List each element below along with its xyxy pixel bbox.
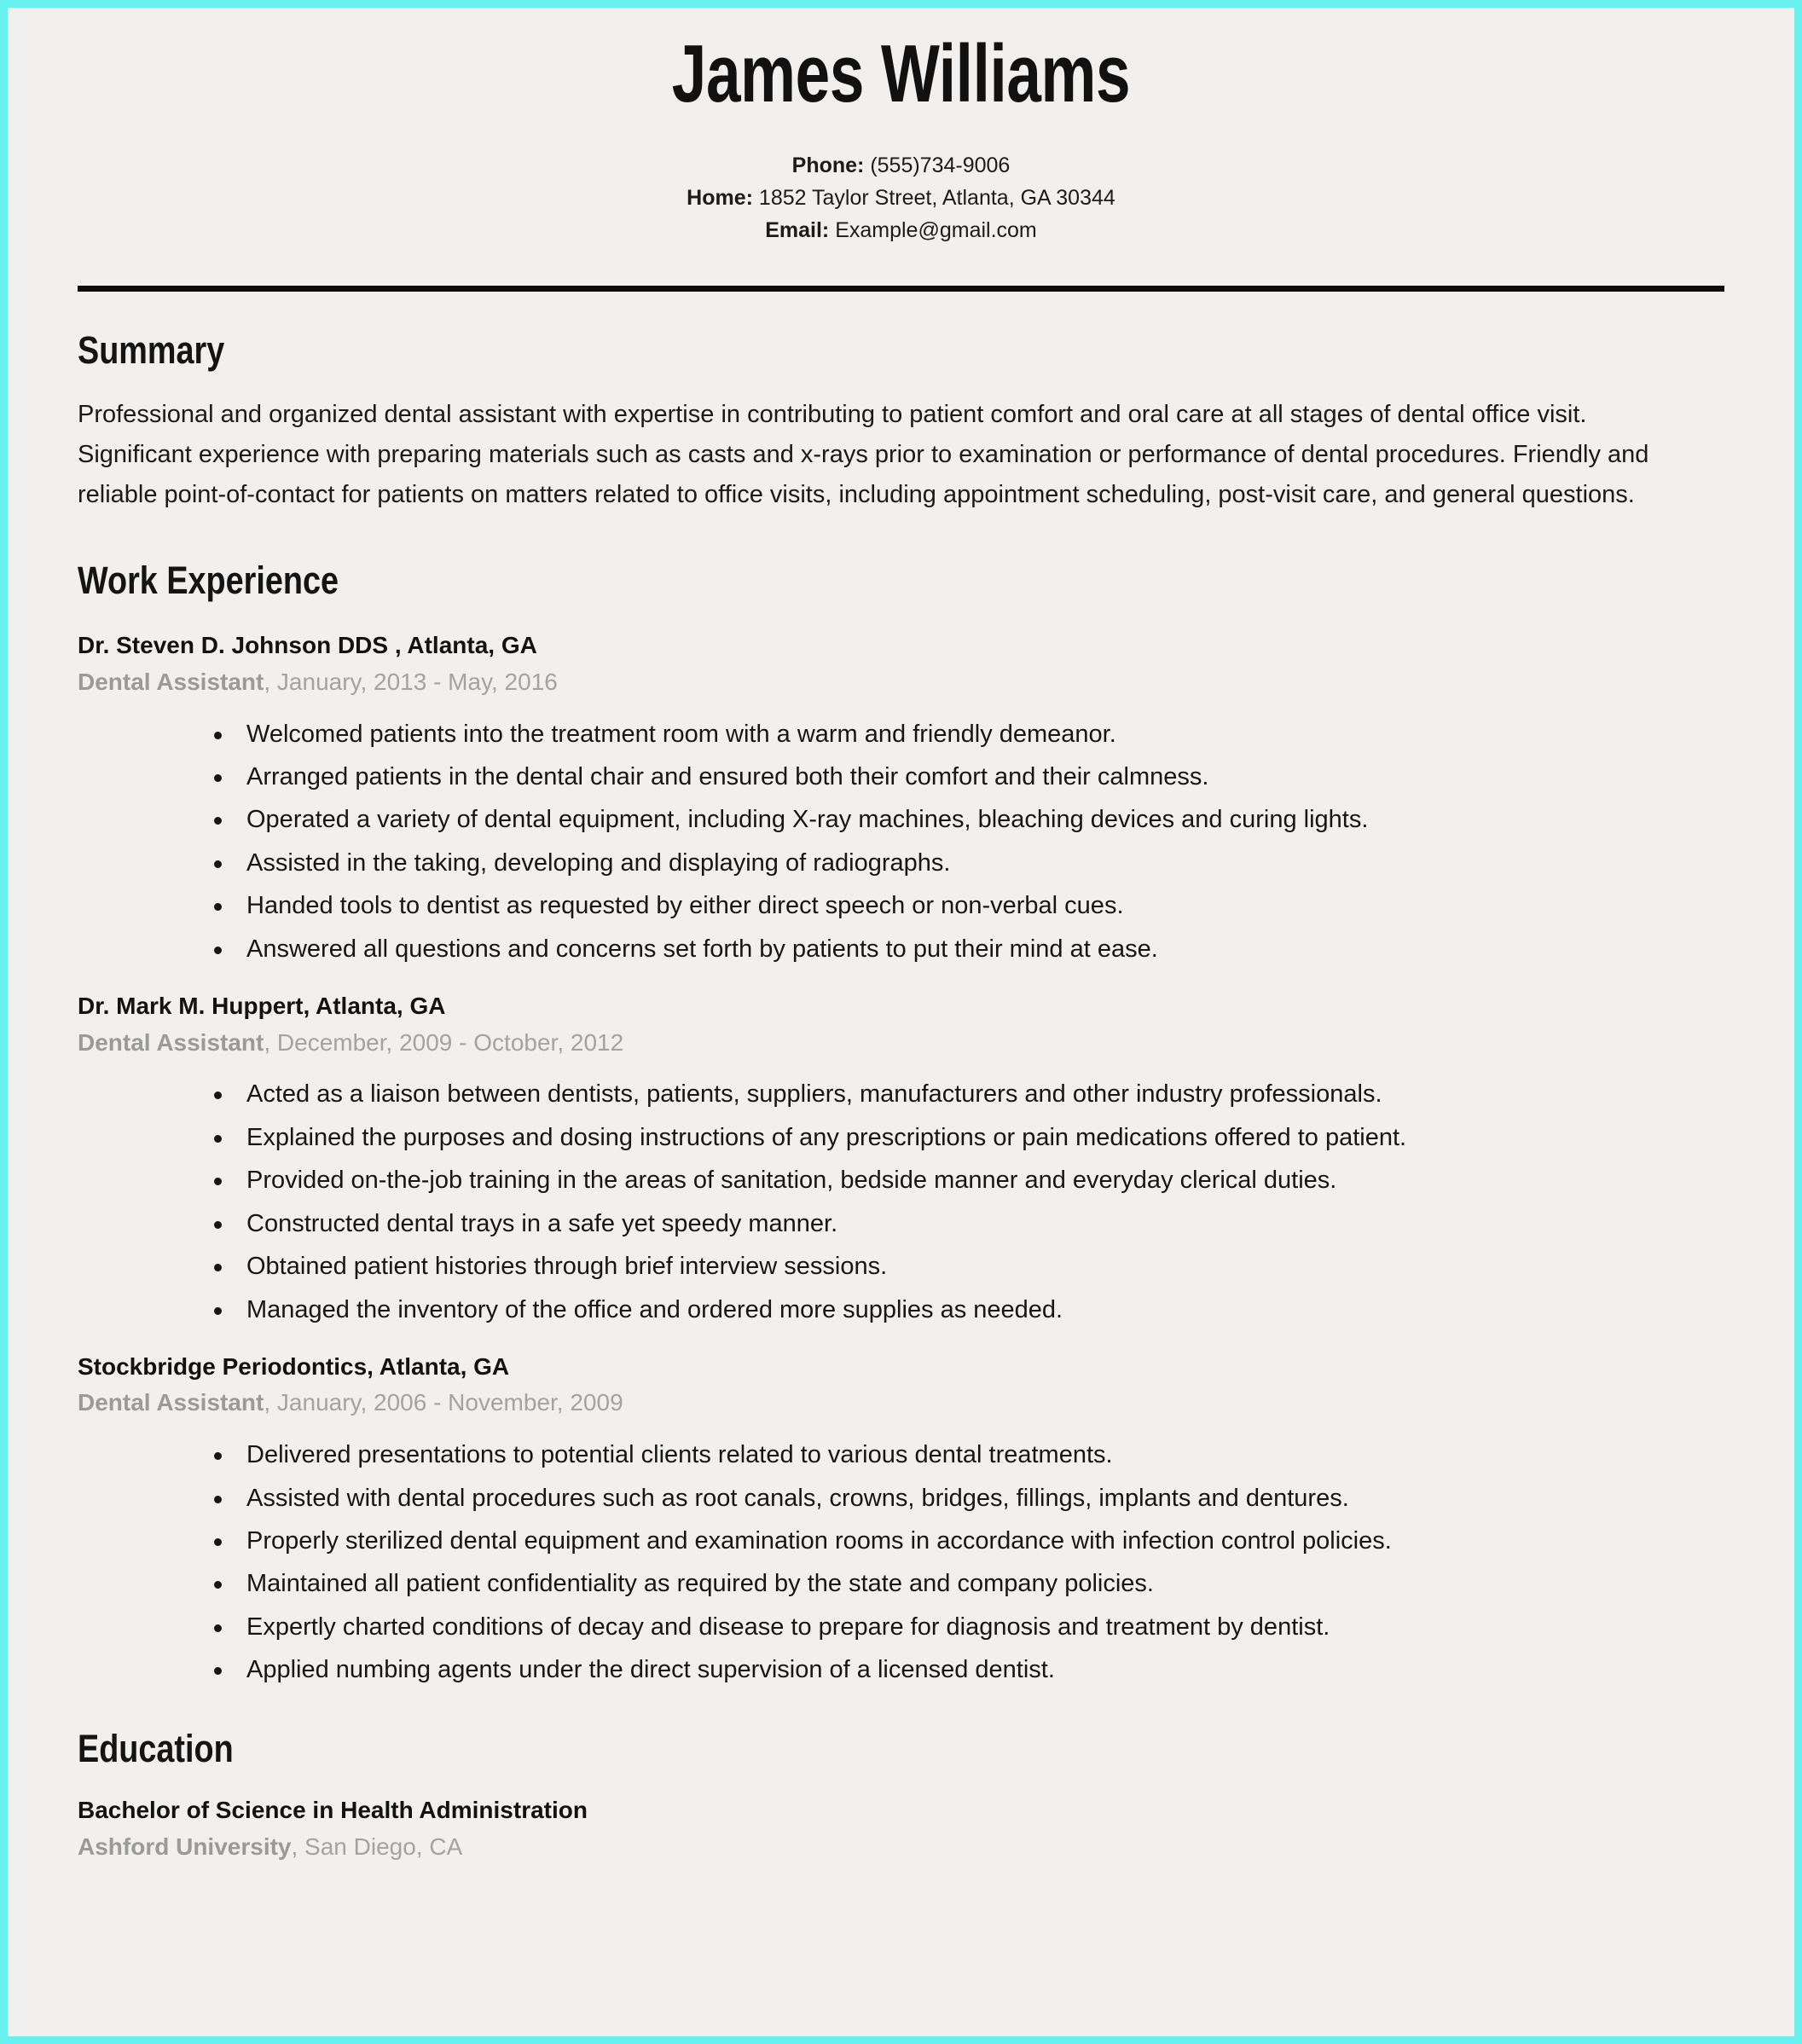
bullet-dot-icon bbox=[214, 1667, 222, 1675]
bullet-dot-icon bbox=[214, 1307, 222, 1315]
job-dates: , January, 2006 - November, 2009 bbox=[264, 1389, 623, 1416]
list-item bbox=[214, 893, 1724, 918]
contact-value-home: 1852 Taylor Street, Atlanta, GA 30344 bbox=[752, 185, 1115, 210]
list-item-text: Arranged patients in the dental chair and ensured both their comfort and their calmness. bbox=[246, 763, 1209, 790]
education-degree: Bachelor of Science in Health Administration bbox=[78, 1797, 588, 1824]
summary-paragraph: Professional and organized dental assistant with expertise in contributing to patient comfort and oral care at all stages of dental office visit. Significant experience with preparing materials such as casts and x-rays prior to examination or performance of dental procedures. Friendly and reliable point-of-contact for patients on matters related to office visits, including appointment scheduling, post-visit care, and general questions. bbox=[78, 401, 1649, 508]
list-item-text: Answered all questions and concerns set forth by patients to put their mind at ease. bbox=[246, 935, 1158, 963]
list-item-text: Welcomed patients into the treatment room with a warm and friendly demeanor. bbox=[246, 720, 1116, 748]
list-item bbox=[214, 1211, 1724, 1236]
job-dates: , December, 2009 - October, 2012 bbox=[264, 1028, 624, 1056]
education-school-name: Ashford University bbox=[78, 1833, 292, 1860]
list-item-text: Acted as a liaison between dentists, patients, suppliers, manufacturers and other industry professionals. bbox=[246, 1080, 1382, 1109]
list-item bbox=[214, 1571, 1724, 1596]
list-item-text: Provided on-the-job training in the areas of sanitation, bedside manner and everyday clerical duties. bbox=[246, 1167, 1337, 1195]
list-item bbox=[214, 1254, 1724, 1279]
section-heading-education: Education bbox=[78, 1726, 234, 1770]
list-item-text: Handed tools to dentist as requested by either direct speech or non-verbal cues. bbox=[246, 892, 1124, 920]
list-item bbox=[214, 936, 1724, 962]
bullet-dot-icon bbox=[214, 1221, 222, 1229]
bullet-dot-icon bbox=[214, 1178, 222, 1185]
work-experience-entry bbox=[78, 1352, 1724, 1683]
job-role: Dental Assistant bbox=[78, 1389, 264, 1416]
header-divider-rule bbox=[78, 286, 1724, 292]
list-item-text: Expertly charted conditions of decay and disease to prepare for diagnosis and treatment by dentist. bbox=[246, 1613, 1330, 1641]
work-experience-entry bbox=[78, 630, 1724, 962]
contact-line-phone bbox=[78, 149, 1724, 182]
list-item bbox=[214, 1614, 1724, 1640]
list-item bbox=[214, 1167, 1724, 1193]
job-meta bbox=[78, 665, 1724, 699]
job-employer: Stockbridge Periodontics, Atlanta, GA bbox=[78, 1352, 510, 1380]
list-item-text: Properly sterilized dental equipment and examination rooms in accordance with infection control policies. bbox=[246, 1526, 1392, 1555]
contact-line-home bbox=[78, 182, 1724, 214]
job-dates: , January, 2013 - May, 2016 bbox=[264, 668, 558, 695]
bullet-dot-icon bbox=[214, 947, 222, 954]
list-item bbox=[214, 1528, 1724, 1554]
bullet-dot-icon bbox=[214, 1091, 222, 1099]
job-employer: Dr. Mark M. Huppert, Atlanta, GA bbox=[78, 993, 446, 1020]
list-item-text: Maintained all patient confidentiality as required by the state and company policies. bbox=[246, 1570, 1154, 1598]
bullet-dot-icon bbox=[214, 1581, 222, 1589]
bullet-dot-icon bbox=[214, 1538, 222, 1546]
bullet-dot-icon bbox=[214, 774, 222, 782]
contact-value-phone: (555)734-9006 bbox=[864, 153, 1011, 177]
list-item-text: Managed the inventory of the office and ordered more supplies as needed. bbox=[246, 1295, 1063, 1323]
list-item-text: Operated a variety of dental equipment, including X-ray machines, bleaching devices and curing lights. bbox=[246, 806, 1369, 834]
list-item bbox=[214, 764, 1724, 790]
job-bullet-list bbox=[78, 1442, 1724, 1683]
contact-info-block bbox=[78, 149, 1724, 246]
education-school-location: , San Diego, CA bbox=[291, 1833, 463, 1860]
job-meta bbox=[78, 1026, 1724, 1060]
section-heading-summary: Summary bbox=[78, 327, 225, 372]
education-school-line bbox=[78, 1830, 1724, 1864]
work-experience-entry bbox=[78, 991, 1724, 1323]
job-bullet-list bbox=[78, 1081, 1724, 1323]
education-entry bbox=[78, 1795, 1724, 1863]
bullet-dot-icon bbox=[214, 903, 222, 911]
list-item-text: Assisted with dental procedures such as root canals, crowns, bridges, fillings, implants and dentures. bbox=[246, 1484, 1349, 1512]
job-employer: Dr. Steven D. Johnson DDS , Atlanta, GA bbox=[78, 632, 537, 659]
contact-label-phone: Phone: bbox=[791, 153, 865, 177]
bullet-dot-icon bbox=[214, 817, 222, 825]
list-item bbox=[214, 721, 1724, 747]
list-item-text: Assisted in the taking, developing and displaying of radiographs. bbox=[246, 848, 951, 877]
list-item-text: Applied numbing agents under the direct supervision of a licensed dentist. bbox=[246, 1656, 1055, 1684]
contact-label-home: Home: bbox=[687, 185, 753, 210]
list-item-text: Explained the purposes and dosing instructions of any prescriptions or pain medications offered to patient. bbox=[246, 1123, 1407, 1151]
contact-label-email: Email: bbox=[765, 217, 830, 242]
job-bullet-list bbox=[78, 721, 1724, 963]
contact-line-email bbox=[78, 214, 1724, 246]
bullet-dot-icon bbox=[214, 1496, 222, 1503]
contact-value-email: Example@gmail.com bbox=[829, 217, 1037, 242]
bullet-dot-icon bbox=[214, 1264, 222, 1271]
page-title: James Williams bbox=[671, 28, 1131, 119]
bullet-dot-icon bbox=[214, 1135, 222, 1143]
job-role: Dental Assistant bbox=[78, 1028, 264, 1056]
bullet-dot-icon bbox=[214, 1452, 222, 1460]
list-item-text: Delivered presentations to potential clients related to various dental treatments. bbox=[246, 1441, 1113, 1469]
bullet-dot-icon bbox=[214, 1624, 222, 1632]
bullet-dot-icon bbox=[214, 860, 222, 868]
list-item bbox=[214, 1081, 1724, 1107]
list-item bbox=[214, 1485, 1724, 1511]
list-item bbox=[214, 1442, 1724, 1468]
list-item bbox=[214, 1125, 1724, 1150]
list-item bbox=[214, 1297, 1724, 1323]
list-item-text: Constructed dental trays in a safe yet speedy manner. bbox=[246, 1209, 838, 1237]
list-item bbox=[214, 850, 1724, 876]
section-heading-work-experience: Work Experience bbox=[78, 558, 339, 602]
list-item bbox=[214, 1657, 1724, 1682]
job-meta bbox=[78, 1386, 1724, 1420]
bullet-dot-icon bbox=[214, 732, 222, 739]
list-item bbox=[214, 807, 1724, 832]
job-role: Dental Assistant bbox=[78, 668, 264, 695]
resume-document bbox=[8, 8, 1794, 2036]
list-item-text: Obtained patient histories through brief interview sessions. bbox=[246, 1253, 888, 1281]
